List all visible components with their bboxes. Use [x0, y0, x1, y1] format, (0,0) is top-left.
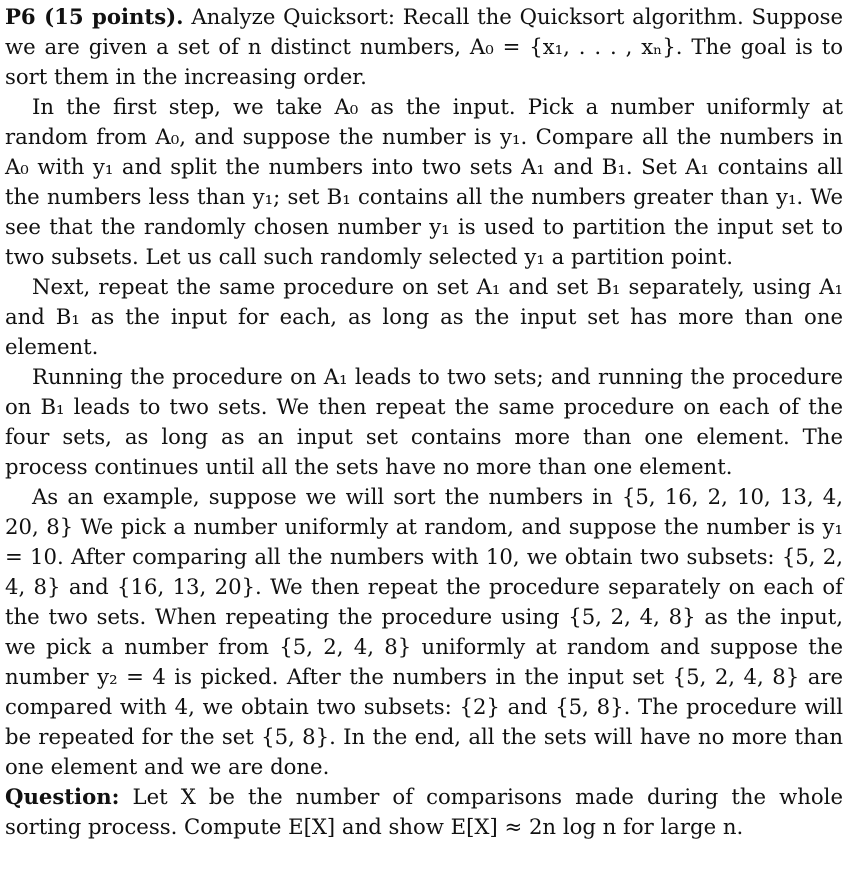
question-label: Question: — [5, 784, 120, 810]
problem-intro-paragraph — [5, 2, 843, 92]
problem-intro-text: Analyze Quicksort: Recall the Quicksort algorithm. Suppose we are given a set of n distinct numbers, A₀ = {x₁, . . . , xₙ}. The goal is to sort them in the increasing order. — [5, 4, 843, 90]
question-text: Let X be the number of comparisons made during the whole sorting process. Compute E[X] and show E[X] ≈ 2n log n for large n. — [5, 784, 843, 840]
first-step-paragraph: In the first step, we take A₀ as the input. Pick a number uniformly at random from A₀, and suppose the number is y₁. Compare all the numbers in A₀ with y₁ and split the numbers into two sets A₁ and B₁. Set A₁ contains all the numbers less than y₁; set B₁ contains all the numbers greater than y₁. We see that the randomly chosen number y₁ is used to partition the input set to two subsets. Let us call such randomly selected y₁ a partition point. — [5, 94, 843, 270]
repeat-procedure-paragraph: Next, repeat the same procedure on set A₁ and set B₁ separately, using A₁ and B₁ as the input for each, as long as the input set has more than one element. — [5, 274, 843, 360]
question-paragraph — [5, 782, 843, 842]
problem-label: P6 (15 points). — [5, 4, 184, 29]
recursion-paragraph: Running the procedure on A₁ leads to two sets; and running the procedure on B₁ leads to two sets. We then repeat the same procedure on each of the four sets, as long as an input set contains more than one element. The process continues until all the sets have no more than one element. — [5, 364, 843, 480]
example-paragraph: As an example, suppose we will sort the numbers in {5, 16, 2, 10, 13, 4, 20, 8} We pick a number uniformly at random, and suppose the number is y₁ = 10. After comparing all the numbers with 10, we obtain two subsets: {5, 2, 4, 8} and {16, 13, 20}. We then repeat the procedure separately on each of the two sets. When repeating the procedure using {5, 2, 4, 8} as the input, we pick a number from {5, 2, 4, 8} uniformly at random and suppose the number y₂ = 4 is picked. After the numbers in the input set {5, 2, 4, 8} are compared with 4, we obtain two subsets: {2} and {5, 8}. The procedure will be repeated for the set {5, 8}. In the end, all the sets will have no more than one element and we are done. — [5, 484, 843, 780]
